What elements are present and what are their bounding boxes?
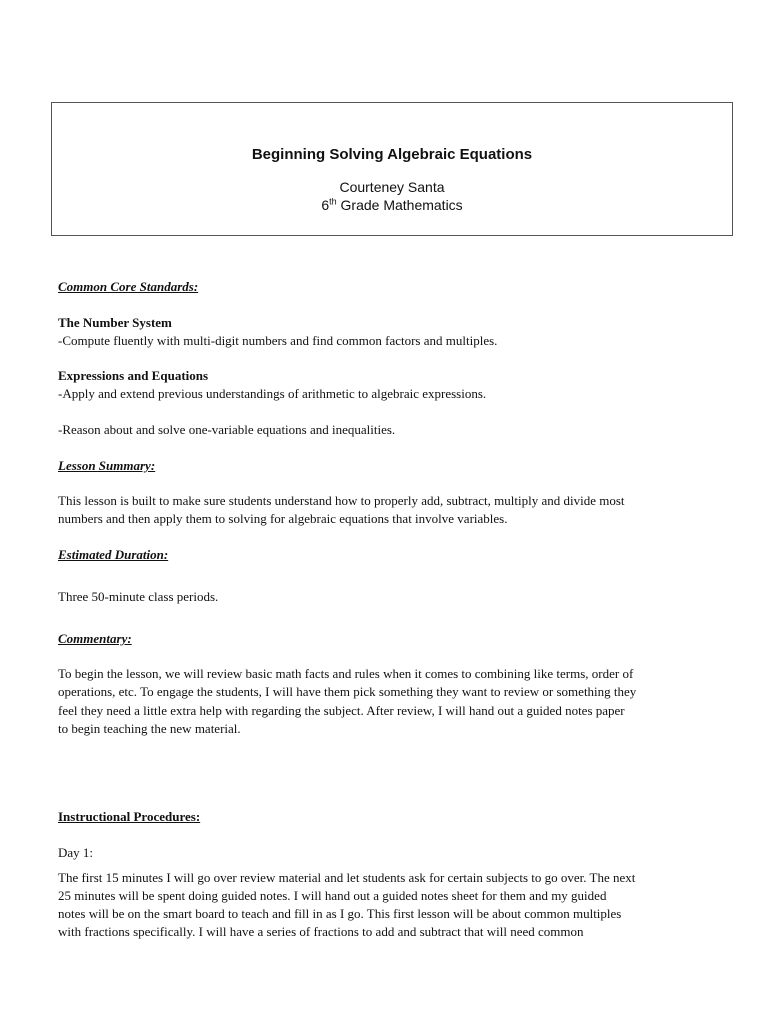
title-box	[51, 102, 733, 236]
grade-rest: Grade Mathematics	[336, 197, 463, 213]
duration-text: Three 50-minute class periods.	[58, 589, 219, 604]
summary-line-2: numbers and then apply them to solving for algebraic equations that involve variables.	[58, 511, 508, 526]
standards-heading: Common Core Standards:	[58, 279, 199, 294]
expressions-heading: Expressions and Equations	[58, 368, 209, 383]
grade-number: 6	[321, 197, 330, 213]
document-title: Beginning Solving Algebraic Equations	[251, 146, 533, 163]
procedures-heading: Instructional Procedures:	[58, 809, 201, 824]
commentary-heading: Commentary:	[58, 631, 132, 646]
expressions-text-2: -Reason about and solve one-variable equations and inequalities.	[58, 422, 396, 437]
procedures-line-4: with fractions specifically. I will have a series of fractions to add and subtract that will need common	[58, 924, 584, 939]
commentary-line-1: To begin the lesson, we will review basic math facts and rules when it comes to combining like terms, order of	[58, 666, 634, 681]
procedures-line-2: 25 minutes will be spent doing guided notes. I will hand out a guided notes sheet for them and my guided	[58, 888, 607, 903]
author-name: Courteney Santa	[339, 179, 445, 195]
summary-line-1: This lesson is built to make sure students understand how to properly add, subtract, multiply and divide most	[58, 493, 625, 508]
duration-heading: Estimated Duration:	[58, 547, 169, 562]
number-system-heading: The Number System	[58, 315, 172, 330]
summary-heading: Lesson Summary:	[58, 458, 156, 473]
commentary-line-4: to begin teaching the new material.	[58, 721, 241, 736]
commentary-line-2: operations, etc. To engage the students, I will have them pick something they want to review or something they	[58, 684, 637, 699]
day-1-label: Day 1:	[58, 845, 94, 860]
procedures-line-3: notes will be on the smart board to teach and fill in as I go. This first lesson will be about common multiples	[58, 906, 622, 921]
grade-label	[52, 197, 732, 213]
grade-suffix: th	[329, 196, 337, 207]
number-system-text: -Compute fluently with multi-digit numbers and find common factors and multiples.	[58, 333, 498, 348]
expressions-text-1: -Apply and extend previous understandings of arithmetic to algebraic expressions.	[58, 386, 487, 401]
procedures-line-1: The first 15 minutes I will go over review material and let students ask for certain subjects to go over. The next	[58, 870, 636, 885]
commentary-line-3: feel they need a little extra help with regarding the subject. After review, I will hand out a guided notes paper	[58, 703, 625, 718]
